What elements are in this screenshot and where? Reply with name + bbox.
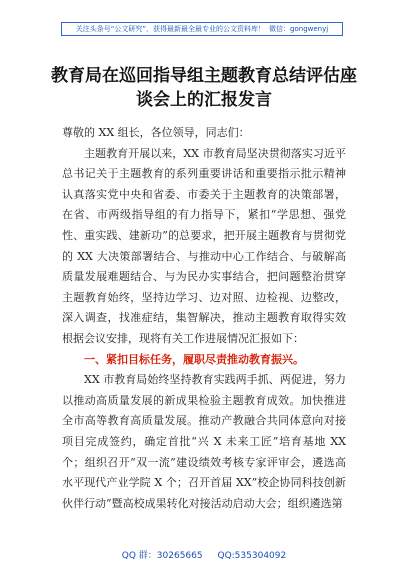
footer-contact <box>0 548 408 561</box>
footer-qq: QQ:535304092 <box>217 551 287 561</box>
salutation: 尊敬的 XX 组长，各位领导，同志们： <box>62 126 250 139</box>
promo-banner-text: 关注头条号“公文研究”，获得最新最全最专业的公文资料库！ <box>75 25 266 33</box>
promo-banner <box>61 22 343 36</box>
paragraph-intro: 主题教育开展以来，XX 市教育局坚决贯彻落实习近平总书记关于主题教育的系列重要讲话和重要指示批示精神认真落实党中央和省委、市委关于主题教育的决策部署，在省、市两级指导组的有力指导下，紧扣“学思想、强党性、重实践、建新功”的总要求，把开展主题教育与贯彻党的 XX 大决策部署结合、与推动中心工作结合、与破解高质量发展难题结合、与为民办实事结合，把问题整治贯穿主题教育始终，坚持边学习、边对照、边检视、边整改，深入调查，找准症结，集智解决，推动主题教育取得实效根据会议安排，现将有关工作进展情况汇报如下： <box>62 146 346 345</box>
document-body <box>62 123 346 514</box>
paragraph-section-1: XX 市教育局始终坚持教育实践两手抓、两促进，努力以推动高质量发展的新成果检验主题教育成效。加快推进全市高等教育高质量发展。推动产教融合共同体意向对接项目完成签约，确定首批“兴 X 未来工匠”培育基地 XX 个；组织召开“双一流”建设绩效考核专家评审会，遴选高水平现代产业学院 X 个；召开首届 XX”校企协同科技创新伙伴行动”暨高校成果转化对接活动启动大会；组织遴选第 <box>62 373 346 510</box>
document-title-line-2: 谈会上的汇报发言 <box>136 90 272 110</box>
promo-banner-contact: 微信：gongwenyj <box>269 25 329 33</box>
footer-qq-group: QQ 群：30265665 <box>121 551 203 561</box>
document-title-line-1: 教育局在巡回指导组主题教育总结评估座 <box>51 66 357 86</box>
section-heading-1: 一、紧扣目标任务，履职尽责推动教育振兴。 <box>84 352 304 366</box>
